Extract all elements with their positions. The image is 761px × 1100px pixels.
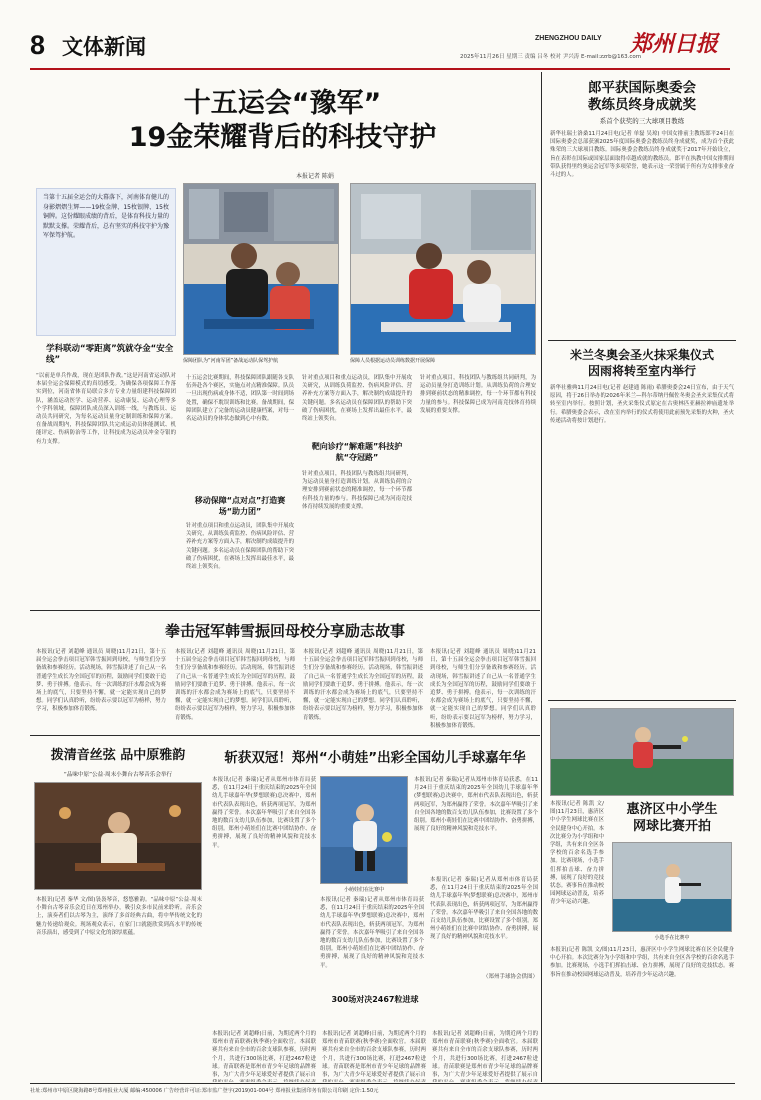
column-divider xyxy=(541,72,542,1082)
lead-photo-2-caption: 保障人员根据运动员训练数据开展保障 xyxy=(350,358,436,364)
lead-column-3b: 针对重点项目，科技团队与教练组共同研判，为运动员量身打造训练计划。从训练负荷的合理安排到赛前状态的精准调控，每一个环节都有科技力量的参与。科技保障已成为河南竞技体育持续发展的重要支撑。 xyxy=(302,471,412,510)
handball-text-col3: 本报讯(记者 秦瑞)记者从郑州市体育局获悉，在11月24日于重庆结束的2025年全国幼儿手球嘉年华(梦想联赛)总决赛中，郑州市代表队表现出色，斩获两项冠军，为郑州赢得了荣誉。本次嘉年华吸引了来自全国各地的数百支幼儿队伍参加，比赛设置了多个组别。郑州小萌娃们在比赛中团结协作、奋勇拼搏，展现了良好的精神风貌和竞技水平。 xyxy=(320,897,424,969)
tennis-title-line2: 网球比赛开拍 xyxy=(632,819,711,834)
masthead xyxy=(30,30,735,68)
handball-text: 本报讯(记者 秦瑞)记者从郑州市体育局获悉，在11月24日于重庆结束的2025年全国幼儿手球嘉年华(梦想联赛)总决赛中，郑州市代表队表现出色，斩获两项冠军，为郑州赢得了荣誉。本次嘉年华吸引了来自全国各地的数百支幼儿队伍参加，比赛设置了多个组别。郑州小萌娃们在比赛中团结协作、奋勇拼搏，展现了良好的精神风貌和竞技水平。 xyxy=(212,777,316,849)
tennis-text-col1: 本报讯(记者 陈凯 文/图)11月23日，惠济区中小学生网球比赛在区全民健身中心开拍。本次比赛分为小学组和中学组，共有来自全区各学校的百余名选手参加。比赛现场，小选手们挥拍击球、奋力拼搏，展现了良好的竞技状态。赛事旨在推动校园网球运动普及，培养青少年运动兴趣。 xyxy=(550,801,604,906)
charity-title: 拨清音丝弦 品中原雅韵 xyxy=(50,748,186,763)
handball-text-col2: 本报讯(记者 秦瑞)记者从郑州市体育局获悉，在11月24日于重庆结束的2025年全国幼儿手球嘉年华(梦想联赛)总决赛中，郑州市代表队表现出色，斩获两项冠军，为郑州赢得了荣誉。本次嘉年华吸引了来自全国各地的数百支幼儿队伍参加，比赛设置了多个组别。郑州小萌娃们在比赛中团结协作、奋勇拼搏，展现了良好的精神风貌和竞技水平。 xyxy=(414,777,538,833)
league-title-small: 300场对决2467粒进球 xyxy=(331,995,419,1004)
masthead-rule xyxy=(30,68,730,70)
page-number: 8 xyxy=(30,30,46,60)
section-rule-right xyxy=(548,700,736,701)
tennis-photo-caption: 小选手在比赛中 xyxy=(654,935,690,941)
torch-title-line1: 米兰冬奥会圣火抹采集仪式 xyxy=(569,348,714,362)
lead-photo-1-caption: 保障团队为“河南军团”备战运动队保驾护航 xyxy=(183,358,279,364)
handball-photo xyxy=(320,776,408,884)
footer-rule xyxy=(30,1083,735,1084)
lead-column-1: “以前是单兵作战，现在是团队作战。”这是河南省运动队对本届全运会保障模式的真切感受。为确保各项保障工作落实到位，河南省体育局联合多方专业力量组建科技保障团队，涵盖运动医学、运动营养、运动康复、运动心理等多个学科领域。保障团队成员深入训练一线，与教练员、运动员共同研究，为每名运动员量身定制训练和保障方案。在备战周期内，科技保障团队共完成运动员体能测试、机能评定、伤病防治等工作，让科技成为运动员冲金夺银的有力支撑。 xyxy=(36,373,176,445)
footer-text: 社址:郑州市中原区陇海路8号郑州报业大厦 邮编:450006 广告经营许可证:郑市监广登字(2019)01-004号 郑州报业集团印务有限公司印刷 定价:1.50元 xyxy=(30,1088,379,1094)
lead-photo-2 xyxy=(350,183,536,355)
tennis-text: 本报讯(记者 陈凯 文/图)11月23日，惠济区中小学生网球比赛在区全民健身中心开拍。本次比赛分为小学组和中学组，共有来自全区各学校的百余名选手参加。比赛现场，小选手们挥拍击球、奋力拼搏，展现了良好的竞技状态。赛事旨在推动校园网球运动普及，培养青少年运动兴趣。 xyxy=(550,947,734,978)
paper-brand-logo: 郑州日报 xyxy=(630,31,719,57)
langping-title-line1: 郎平获国际奥委会 xyxy=(588,80,696,96)
handball-photo-caption: 小萌娃们在比赛中 xyxy=(343,887,384,893)
school-photo xyxy=(550,708,734,796)
langping-text: 新华社瑞士洛桑11月24日电(记者 单磊 吴琼) 中国女排前主教练郎平24日在国际奥委会总部获颁2025年度国际奥委会教练员终身成就奖，成为首个获此殊荣的三大球项目教练。国际奥委会教练员终身成就奖于2017年开始设立，旨在表彰在国际或国家层面取得卓越成就的教练员。郎平在执教中国女排期间带队获得里约奥运会冠军等多项荣誉，她表示这一荣誉属于所有为女排事业奋斗过的人。 xyxy=(550,131,734,179)
lead-intro-text: 当第十五届全运会的大幕落下，河南体育健儿的身影熠熠生辉——19枚金牌、15枚银牌、15枚铜牌。这份耀眼成绩的背后，是体育科技力量的默默支撑。荣耀背后，总有坚实的科技守护为豫军保驾护航。 xyxy=(43,194,170,239)
lead-subhead-1: 学科联动“零距离”筑就夺金“安全线” xyxy=(46,344,174,365)
handball-title: 斩获双冠！郑州“小萌娃”出彩全国幼儿手球嘉年华 xyxy=(224,750,526,766)
lead-title-line1: 十五运会“豫军” xyxy=(183,88,382,119)
league-text-col2: 本报讯(记者 刘超峰)日前，为期近两个月的郑州市青苗联赛(秋季赛)全面收官。本届联赛共有来自全市的百余支球队参赛，历时两个月，共进行300场比赛，打进2467粒进球。青苗联赛是郑州市青少年足球的品牌赛事，为广大青少年足球爱好者提供了展示自 xyxy=(322,1031,426,1079)
boxing-text-col2: 本报讯(记者 刘超峰 通讯员 周晓)11月21日，第十五届全运会拳击项目冠军韩雪振回到母校，与师生们分享备战和参赛经历。活动现场，韩雪振讲述了自己从一名普通学生成长为全国冠军的历程，鼓励同学们要敢于追梦、勇于拼搏。他表示，每一次训练的汗水都会成为赛场上的底气，只要坚持不懈，就一定能实现自己的梦想。同学们认真聆听，纷纷表示要以冠军为榜样，努力学习，积极参加体育锻炼。 xyxy=(175,649,295,721)
lead-photo-1 xyxy=(183,183,339,355)
boxing-text-col4: 本报讯(记者 刘超峰 通讯员 周晓)11月21日，第十五届全运会拳击项目冠军韩雪振回到母校，与师生们分享备战和参赛经历。活动现场，韩雪振讲述了自己从一名普通学生成长为全国冠军的历程，鼓励同学们要敢于追梦、勇于拼搏。他表示，每一次训练的汗水都会成为赛场上的底气，只要坚持不懈，就一定能实现自己的梦想。同学们认真聆听，纷纷表示要以冠军为榜样，努力学习，积极参加体育锻炼。 xyxy=(430,649,536,729)
lead-column-3: 针对重点项目和重点运动员，团队集中开展攻关研究，从训练负荷监控、伤病风险评估、营养补充方案等方面入手，解决制约成绩提升的关键问题。多名运动员在保障团队的帮助下突破了伤病困扰，在赛场上发挥出最佳水平，最终站上领奖台。 xyxy=(302,375,412,423)
charity-subtitle: “品味中原”公益·周末小舞台古琴音乐会举行 xyxy=(63,772,173,778)
right-mid-rule xyxy=(548,340,736,341)
league-text-col1: 本报讯(记者 刘超峰)日前，为期近两个月的郑州市青苗联赛(秋季赛)全面收官。本届联赛共有来自全市的百余支球队参赛，历时两个月，共进行300场比赛，打进2467粒进球。青苗联赛是郑州市青少年足球的品牌赛事，为广大青少年足球爱好者提供了展示自 xyxy=(212,1031,316,1079)
handball-photo-credit: （郑州手球协会供图） xyxy=(482,974,538,980)
lead-subhead-3: 靶向诊疗“解难题”科技护航“夺冠路” xyxy=(302,442,412,463)
boxing-title: 拳击冠军韩雪振回母校分享励志故事 xyxy=(164,622,405,640)
torch-title-line2: 因雨将转至室内举行 xyxy=(587,364,696,378)
langping-subtitle: 系首个获奖的三大球项目教练 xyxy=(599,117,685,125)
lead-byline: 本报记者 陈娟 xyxy=(296,173,334,180)
charity-photo xyxy=(34,782,202,890)
langping-title-line2: 教练员终身成就奖 xyxy=(588,97,696,113)
dateline: 2025年11月26日 星期三 责编 吕冬 校对 尹兴涛 E-mail:zzrb@163.com xyxy=(460,54,642,60)
lead-intro-box xyxy=(36,188,176,336)
lead-title-line2: 19金荣耀背后的科技守护 xyxy=(128,122,437,153)
lead-column-2: 十五运会比赛期间，科技保障团队跟随各支队伍奔赴各个赛区，实施点对点精准保障。队员一旦出现伤病或身体不适，团队第一时间到场处置，确保不耽误训练和比赛。备战期间，保障团队建立了完备的运动员健康档案，对每一名运动员的身体状态做到心中有数。 xyxy=(186,375,294,423)
charity-text: 本报讯(记者 秦华 文/图)袅袅琴音，悠悠雅韵。“品味中原”公益·周末小舞台古琴音乐会近日在郑州举办，吸引众多市民前来聆听。音乐会上，演奏者们以古琴为主，演绎了多首经典古曲，将中华传统文化的魅力传递给观众。现场观众表示，在家门口就能欣赏到高水平的传统音乐演出，感受到了中原文化的深厚底蕴。 xyxy=(36,897,202,936)
handball-text-col4: 本报讯(记者 秦瑞)记者从郑州市体育局获悉，在11月24日于重庆结束的2025年全国幼儿手球嘉年华(梦想联赛)总决赛中，郑州市代表队表现出色，斩获两项冠军，为郑州赢得了荣誉。本次嘉年华吸引了来自全国各地的数百支幼儿队伍参加，比赛设置了多个组别。郑州小萌娃们在比赛中团结协作、奋勇拼搏，展现了良好的精神风貌和竞技水平。 xyxy=(430,877,538,941)
boxing-text-col3: 本报讯(记者 刘超峰 通讯员 周晓)11月21日，第十五届全运会拳击项目冠军韩雪振回到母校，与师生们分享备战和参赛经历。活动现场，韩雪振讲述了自己从一名普通学生成长为全国冠军的历程，鼓励同学们要敢于追梦、勇于拼搏。他表示，每一次训练的汗水都会成为赛场上的底气，只要坚持不懈，就一定能实现自己的梦想。同学们认真聆听，纷纷表示要以冠军为榜样，努力学习，积极参加体育锻炼。 xyxy=(303,649,423,721)
lead-column-4: 针对重点项目，科技团队与教练组共同研判，为运动员量身打造训练计划。从训练负荷的合理安排到赛前状态的精准调控，每一个环节都有科技力量的参与。科技保障已成为河南竞技体育持续发展的重要支撑。 xyxy=(420,375,536,414)
section-rule-1 xyxy=(30,610,540,611)
paper-pinyin: ZHENGZHOU DAILY xyxy=(535,35,602,42)
boxing-text-col1: 本报讯(记者 刘超峰 通讯员 周晓)11月21日，第十五届全运会拳击项目冠军韩雪振回到母校，与师生们分享备战和参赛经历。活动现场，韩雪振讲述了自己从一名普通学生成长为全国冠军的历程，鼓励同学们要敢于追梦、勇于拼搏。他表示，每一次训练的汗水都会成为赛场上的底气，只要坚持不懈，就一定能实现自己的梦想。同学们认真聆听，纷纷表示要以冠军为榜样，努力学习，积极参加体育锻炼。 xyxy=(36,649,166,713)
lead-subhead-2: 移动保障“点对点”打造赛场“助力团” xyxy=(194,496,286,516)
league-text-col3: 本报讯(记者 刘超峰)日前，为期近两个月的郑州市青苗联赛(秋季赛)全面收官。本届联赛共有来自全市的百余支球队参赛，历时两个月，共进行300场比赛，打进2467粒进球。青苗联赛是郑州市青少年足球的品牌赛事，为广大青少年足球爱好者提供了展示自 xyxy=(432,1031,538,1079)
tennis-photo-2 xyxy=(612,842,732,932)
torch-text: 新华社雅典11月24日电(记者 赵建通 陈雨) 希腊奥委会24日宣布，由于天气原因，将于26日举办的2026年米兰—科尔蒂纳丹佩佐冬奥会圣火采集仪式将转至室内举行。按照计划，圣火采集仪式原定在古奥林匹亚赫拉神庙遗址举行。希腊奥委会表示，改在室内举行的仪式将使用此前预先采集的火种，圣火传递活动将按计划进行。 xyxy=(550,385,734,424)
section-name: 文体新闻 xyxy=(62,35,146,59)
section-rule-2 xyxy=(30,735,540,736)
tennis-title-line1: 惠济区中小学生 xyxy=(626,802,718,817)
lead-column-2b: 针对重点项目和重点运动员，团队集中开展攻关研究，从训练负荷监控、伤病风险评估、营养补充方案等方面入手，解决制约成绩提升的关键问题。多名运动员在保障团队的帮助下突破了伤病困扰，在赛场上发挥出最佳水平，最终站上领奖台。 xyxy=(186,523,294,571)
